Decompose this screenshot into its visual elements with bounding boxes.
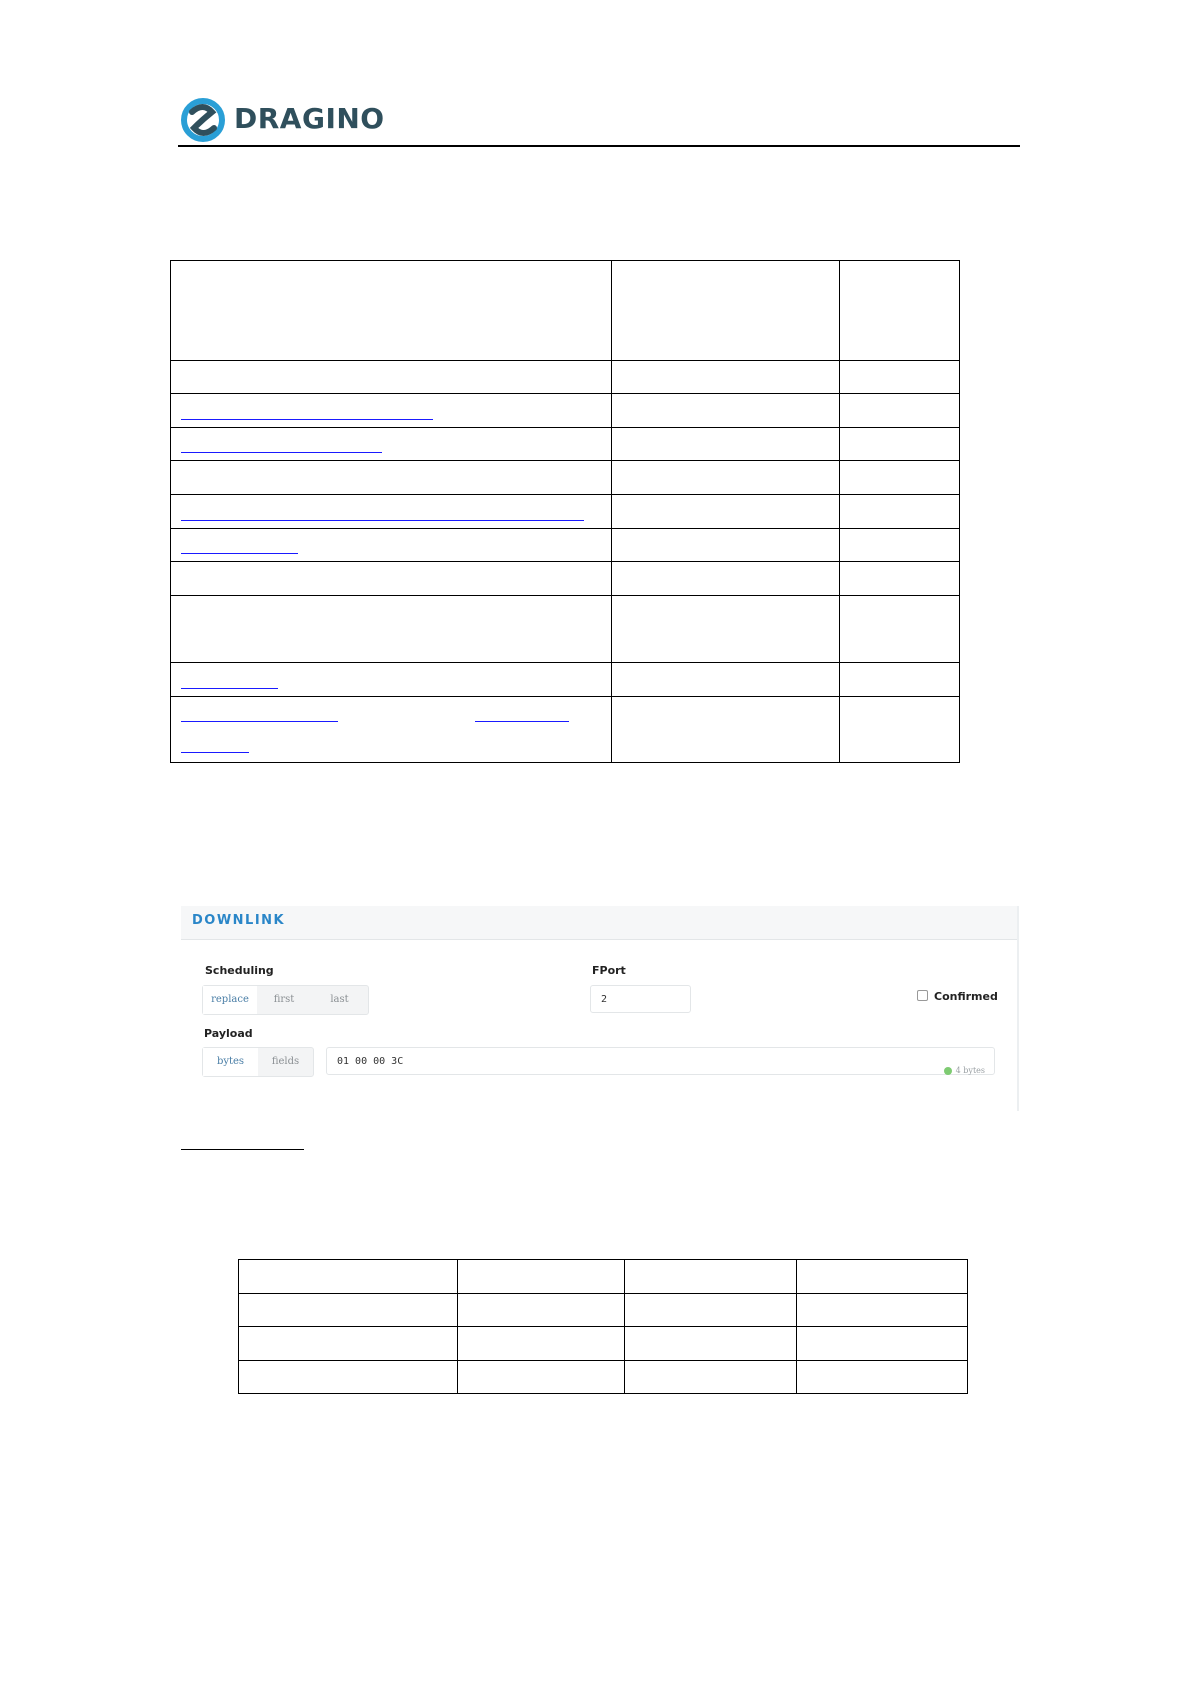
table-row (171, 697, 960, 763)
table-row (239, 1260, 968, 1294)
scheduling-last-option[interactable]: last (330, 994, 349, 1005)
link[interactable] (181, 752, 249, 753)
confirmed-label: Confirmed (934, 990, 998, 1003)
scheduling-first-option[interactable]: first (273, 994, 295, 1005)
panel-border (1017, 906, 1019, 1111)
fport-input[interactable]: 2 (590, 985, 691, 1013)
payload-value: 01 00 00 3C (337, 1056, 404, 1067)
link[interactable] (475, 721, 569, 722)
table-row (239, 1294, 968, 1327)
link[interactable] (181, 419, 433, 420)
header-divider (178, 145, 1020, 147)
table-row (171, 495, 960, 529)
info-table (170, 260, 960, 763)
scheduling-selector[interactable] (202, 985, 369, 1015)
fport-label: FPort (592, 964, 626, 977)
payload-fields-option[interactable]: fields (271, 1056, 300, 1067)
link[interactable] (181, 553, 298, 554)
table-row (239, 1361, 968, 1394)
downlink-title: DOWNLINK (192, 913, 286, 928)
table-row (171, 261, 960, 361)
link[interactable] (181, 721, 338, 722)
table-row (171, 663, 960, 697)
payload-bytes-option[interactable]: bytes (203, 1048, 258, 1076)
downlink-header (181, 906, 1017, 940)
dragino-logo-icon (178, 98, 228, 142)
payload-mode-selector[interactable] (202, 1047, 314, 1077)
table-row (171, 596, 960, 663)
valid-status-icon (944, 1067, 952, 1075)
section-underline (181, 1149, 304, 1150)
table-row (239, 1327, 968, 1361)
table-row (171, 529, 960, 562)
small-table (238, 1259, 968, 1394)
link[interactable] (181, 688, 278, 689)
table-row (171, 562, 960, 596)
table-row (171, 361, 960, 394)
confirmed-checkbox[interactable] (917, 990, 928, 1001)
scheduling-label: Scheduling (205, 964, 274, 977)
page-header (178, 96, 1020, 148)
link[interactable] (181, 520, 584, 521)
payload-label: Payload (204, 1027, 253, 1040)
table-row (171, 461, 960, 495)
downlink-panel (181, 906, 1019, 1111)
table-row (171, 394, 960, 428)
brand-name: DRAGINO (234, 102, 385, 135)
payload-input[interactable] (326, 1047, 995, 1075)
scheduling-replace-option[interactable]: replace (203, 986, 257, 1014)
payload-size: 4 bytes (955, 1066, 985, 1075)
payload-size-indicator (944, 1057, 985, 1085)
table-row (171, 428, 960, 461)
link[interactable] (181, 452, 382, 453)
